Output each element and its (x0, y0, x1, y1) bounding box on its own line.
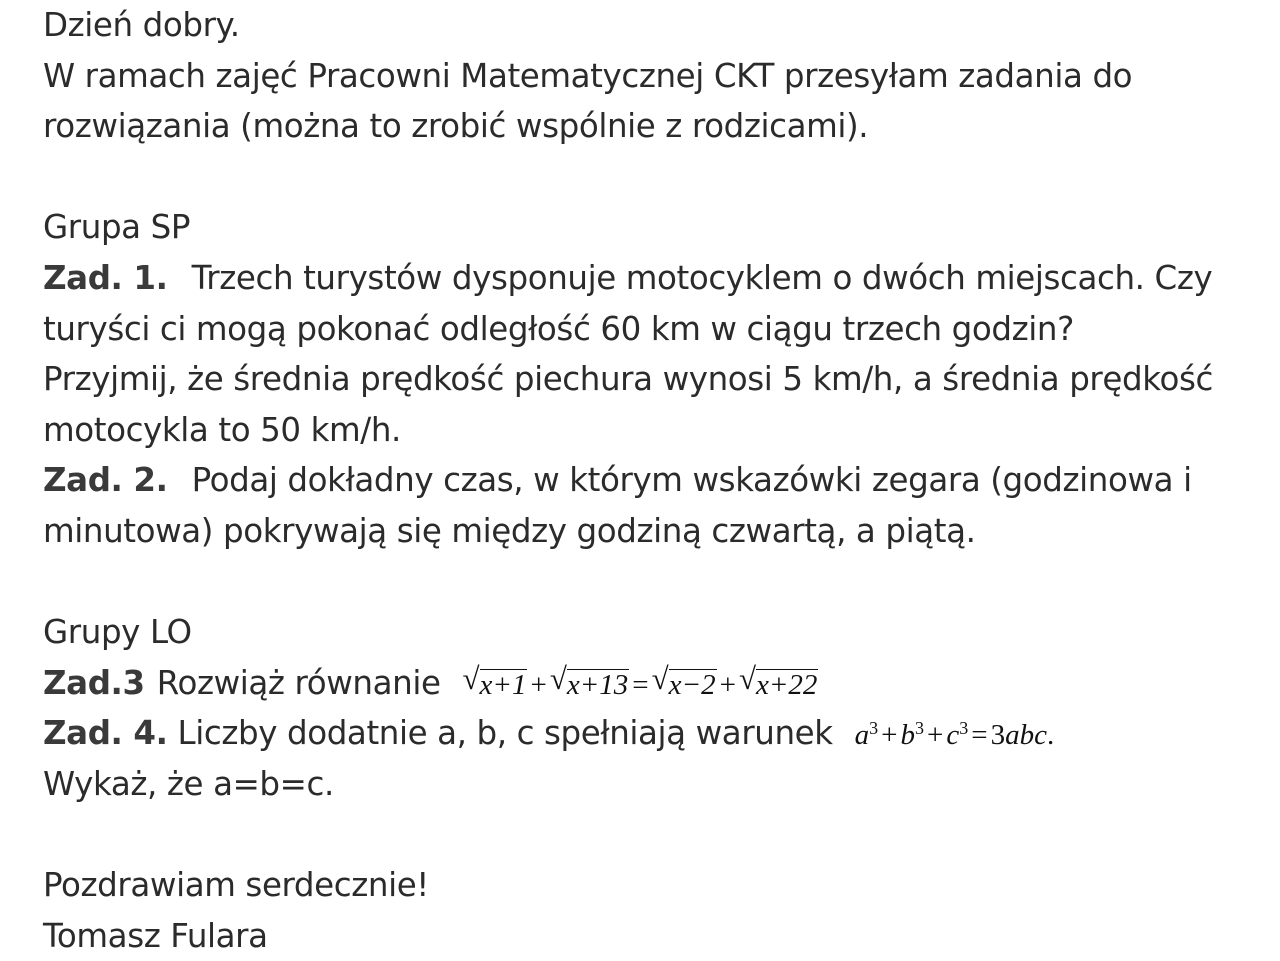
task-3-label: Zad.3 (43, 663, 145, 702)
eq-var-c: c (946, 719, 960, 752)
task-1-line-3: Przyjmij, że średnia prędkość piechura wynosi 5 km/h, a średnia prędkość (43, 360, 1213, 399)
eq-exp-a: 3 (869, 718, 879, 739)
task-4-line-1 (43, 708, 1268, 759)
eq-exp-c: 3 (959, 718, 969, 739)
spacer (43, 810, 1268, 861)
eq-rhs-vars: abc (1005, 719, 1047, 752)
task-3-text: Rozwiąż równanie (156, 663, 441, 702)
task-4-line-2: Wykaż, że a=b=c. (43, 764, 334, 803)
group-lo-title: Grupy LO (43, 613, 192, 652)
task-2-line-1 (43, 455, 1268, 506)
document-body (43, 0, 1268, 961)
task-4-text: Liczby dodatnie a, b, c spełniają warunek (177, 714, 833, 753)
eq-var-a: a (854, 719, 870, 752)
sqrt-1: √ x+1 (462, 660, 527, 701)
radicand-1: x+1 (479, 668, 527, 701)
task-4-equation: $a^3 + b^3 + c^3 = 3abc$. (854, 718, 1055, 752)
task-4-label: Zad. 4. (43, 714, 168, 753)
sqrt-2: √ x+13 (549, 660, 629, 701)
task-1-line-1 (43, 253, 1268, 304)
eq-rhs-coef: 3 (990, 719, 1006, 752)
group-sp-title: Grupa SP (43, 208, 191, 247)
sqrt-4: √ x+22 (738, 660, 818, 701)
task-3-equation: √ x+1 + √ x+13 = √ x−2 + √ x+22 (463, 669, 819, 701)
radicand-3: x−2 (668, 668, 716, 701)
signature: Tomasz Fulara (43, 916, 268, 955)
spacer (43, 557, 1268, 608)
task-1-text-1: Trzech turystów dysponuje motocyklem o dwóch miejscach. Czy (191, 258, 1213, 297)
radicand-4: x+22 (755, 668, 818, 701)
intro-line-2: rozwiązania (można to zrobić wspólnie z rodzicami). (43, 107, 869, 146)
closing: Pozdrawiam serdecznie! (43, 866, 429, 905)
task-1-label: Zad. 1. (43, 258, 168, 297)
task-1-line-2: turyści ci mogą pokonać odległość 60 km w ciągu trzech godzin? (43, 309, 1074, 348)
eq-exp-b: 3 (915, 718, 924, 739)
task-2-label: Zad. 2. (43, 461, 168, 500)
task-1-line-4: motocykla to 50 km/h. (43, 410, 401, 449)
task-3-line (43, 658, 1268, 709)
eq-var-b: b (900, 719, 915, 752)
spacer (43, 152, 1268, 203)
greeting: Dzień dobry. (43, 6, 240, 44)
task-2-text-1: Podaj dokładny czas, w którym wskazówki zegara (godzinowa i (191, 461, 1192, 500)
eq-end-punct: . (1046, 719, 1055, 752)
radicand-2: x+13 (566, 668, 629, 701)
task-2-line-2: minutowa) pokrywają się między godziną czwartą, a piątą. (43, 511, 976, 550)
intro-line-1: W ramach zajęć Pracowni Matematycznej CKT przesyłam zadania do (43, 56, 1133, 95)
sqrt-3: √ x−2 (651, 660, 716, 701)
